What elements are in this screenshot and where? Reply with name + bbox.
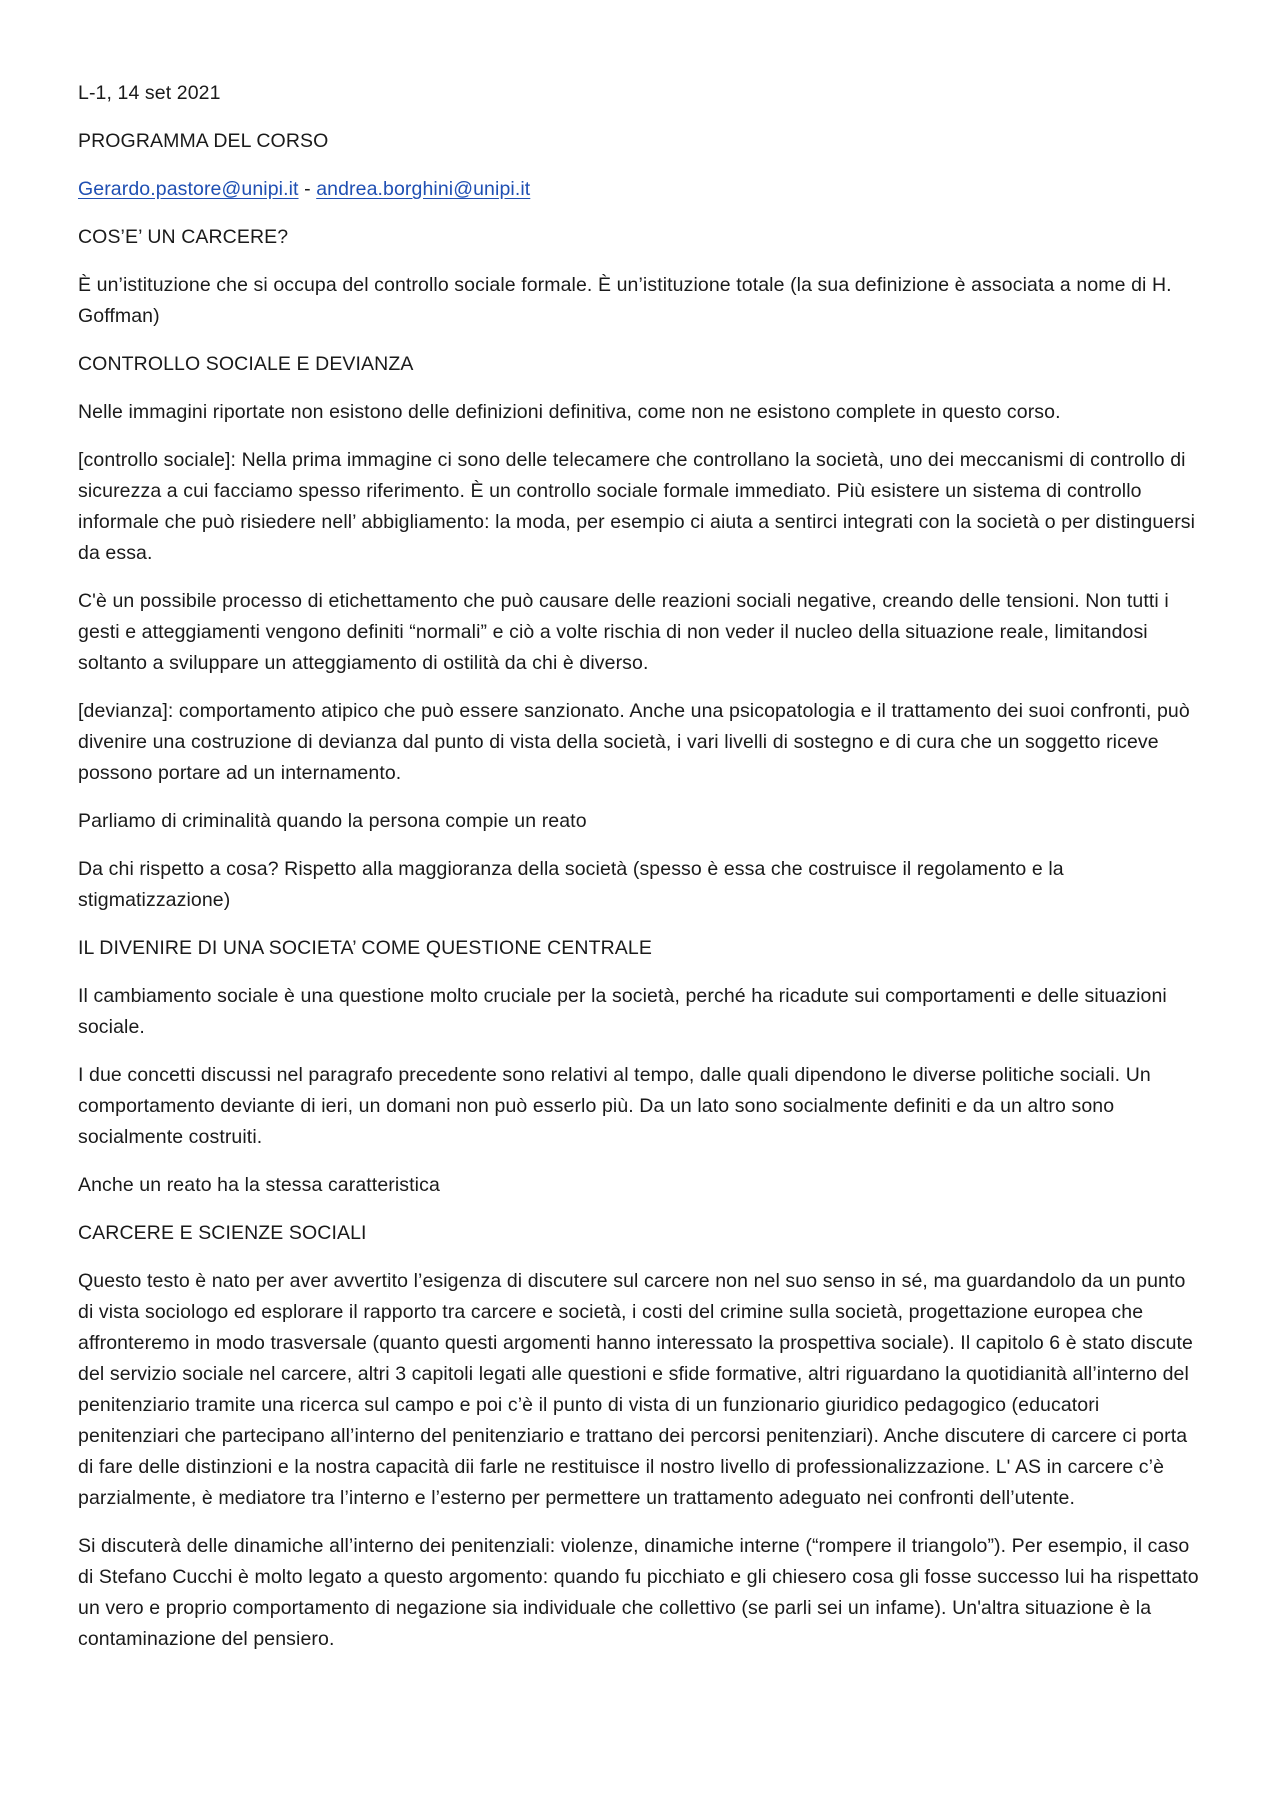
paragraph-testo-carcere: Questo testo è nato per aver avvertito l’esigenza di discutere sul carcere non nel suo senso in sé, ma guardandolo da un punto di vista sociologo ed esplorare il rapporto tra carcere e società, i costi del crimine sulla società, progettazione europea che affronteremo in modo trasversale (quanto questi argomenti hanno interessato la prospettiva sociale). Il capitolo 6 è stato discute del servizio sociale nel carcere, altri 3 capitoli legati alle questioni e sfide formative, altri riguardano la quotidianità all’interno del penitenziario tramite una ricerca sul campo e poi c’è il punto di vista di un funzionario giuridico pedagogico (educatori penitenziari che partecipano all’interno del penitenziario e trattano dei percorsi penitenziari). Anche discutere di carcere ci porta di fare delle distinzioni e la nostra capacità dii farle ne restituisce il nostro livello di professionalizzazione. L' AS in carcere c’è parzialmente, è mediatore tra l’interno e l’esterno per permettere un trattamento adeguato nei confronti dell’utente. <box>78 1270 1194 1509</box>
paragraph-carcere-definition: È un’istituzione che si occupa del controllo sociale formale. È un’istituzione totale (la sua definizione è associata a nome di H. Goffman) <box>78 274 1172 327</box>
email-link-borghini[interactable]: andrea.borghini@unipi.it <box>316 178 531 200</box>
document-title: PROGRAMMA DEL CORSO <box>78 130 329 152</box>
contact-emails <box>78 174 1200 205</box>
paragraph-controllo-intro: Nelle immagini riportate non esistono delle definizioni definitiva, come non ne esistono complete in questo corso. <box>78 401 1061 423</box>
section-heading-carcere: COS’E’ UN CARCERE? <box>78 226 289 248</box>
date-line: L-1, 14 set 2021 <box>78 82 221 104</box>
paragraph-controllo-sociale: [controllo sociale]: Nella prima immagine ci sono delle telecamere che controllano la società, uno dei meccanismi di controllo di sicurezza a cui facciamo spesso riferimento. È un controllo sociale formale immediato. Più esistere un sistema di controllo informale che può risiedere nell’ abbigliamento: la moda, per esempio ci aiuta a sentirci integrati con la società o per distinguersi da essa. <box>78 449 1196 564</box>
paragraph-criminalita: Parliamo di criminalità quando la persona compie un reato <box>78 810 587 832</box>
paragraph-etichettamento: C'è un possibile processo di etichettamento che può causare delle reazioni sociali negative, creando delle tensioni. Non tutti i gesti e atteggiamenti vengono definiti “normali” e ciò a volte rischia di non veder il nucleo della situazione reale, limitandosi soltanto a sviluppare un atteggiamento di ostilità da chi è diverso. <box>78 590 1169 674</box>
paragraph-maggioranza: Da chi rispetto a cosa? Rispetto alla maggioranza della società (spesso è essa che costruisce il regolamento e la stigmatizzazione) <box>78 858 1064 911</box>
section-heading-scienze-sociali: CARCERE E SCIENZE SOCIALI <box>78 1222 367 1244</box>
email-separator: - <box>298 178 317 200</box>
paragraph-cambiamento-sociale: Il cambiamento sociale è una questione molto cruciale per la società, perché ha ricadute sui comportamenti e delle situazioni sociale. <box>78 985 1167 1038</box>
paragraph-dinamiche-penitenziali: Si discuterà delle dinamiche all’interno dei penitenziali: violenze, dinamiche interne (“rompere il triangolo”). Per esempio, il caso di Stefano Cucchi è molto legato a questo argomento: quando fu picchiato e gli chiesero cosa gli fosse successo lui ha rispettato un vero e proprio comportamento di negazione sia individuale che collettivo (se parli sei un infame). Un'altra situazione è la contaminazione del pensiero. <box>78 1535 1199 1650</box>
section-heading-controllo: CONTROLLO SOCIALE E DEVIANZA <box>78 353 414 375</box>
paragraph-reato: Anche un reato ha la stessa caratteristica <box>78 1174 440 1196</box>
section-heading-divenire: IL DIVENIRE DI UNA SOCIETA’ COME QUESTIONE CENTRALE <box>78 937 652 959</box>
paragraph-concetti-tempo: I due concetti discussi nel paragrafo precedente sono relativi al tempo, dalle quali dipendono le diverse politiche sociali. Un comportamento deviante di ieri, un domani non può esserlo più. Da un lato sono socialmente definiti e da un altro sono socialmente costruiti. <box>78 1064 1151 1148</box>
email-link-pastore[interactable]: Gerardo.pastore@unipi.it <box>78 178 299 200</box>
paragraph-devianza: [devianza]: comportamento atipico che può essere sanzionato. Anche una psicopatologia e il trattamento dei suoi confronti, può divenire una costruzione di devianza dal punto di vista della società, i vari livelli di sostegno e di cura che un soggetto riceve possono portare ad un internamento. <box>78 700 1190 784</box>
